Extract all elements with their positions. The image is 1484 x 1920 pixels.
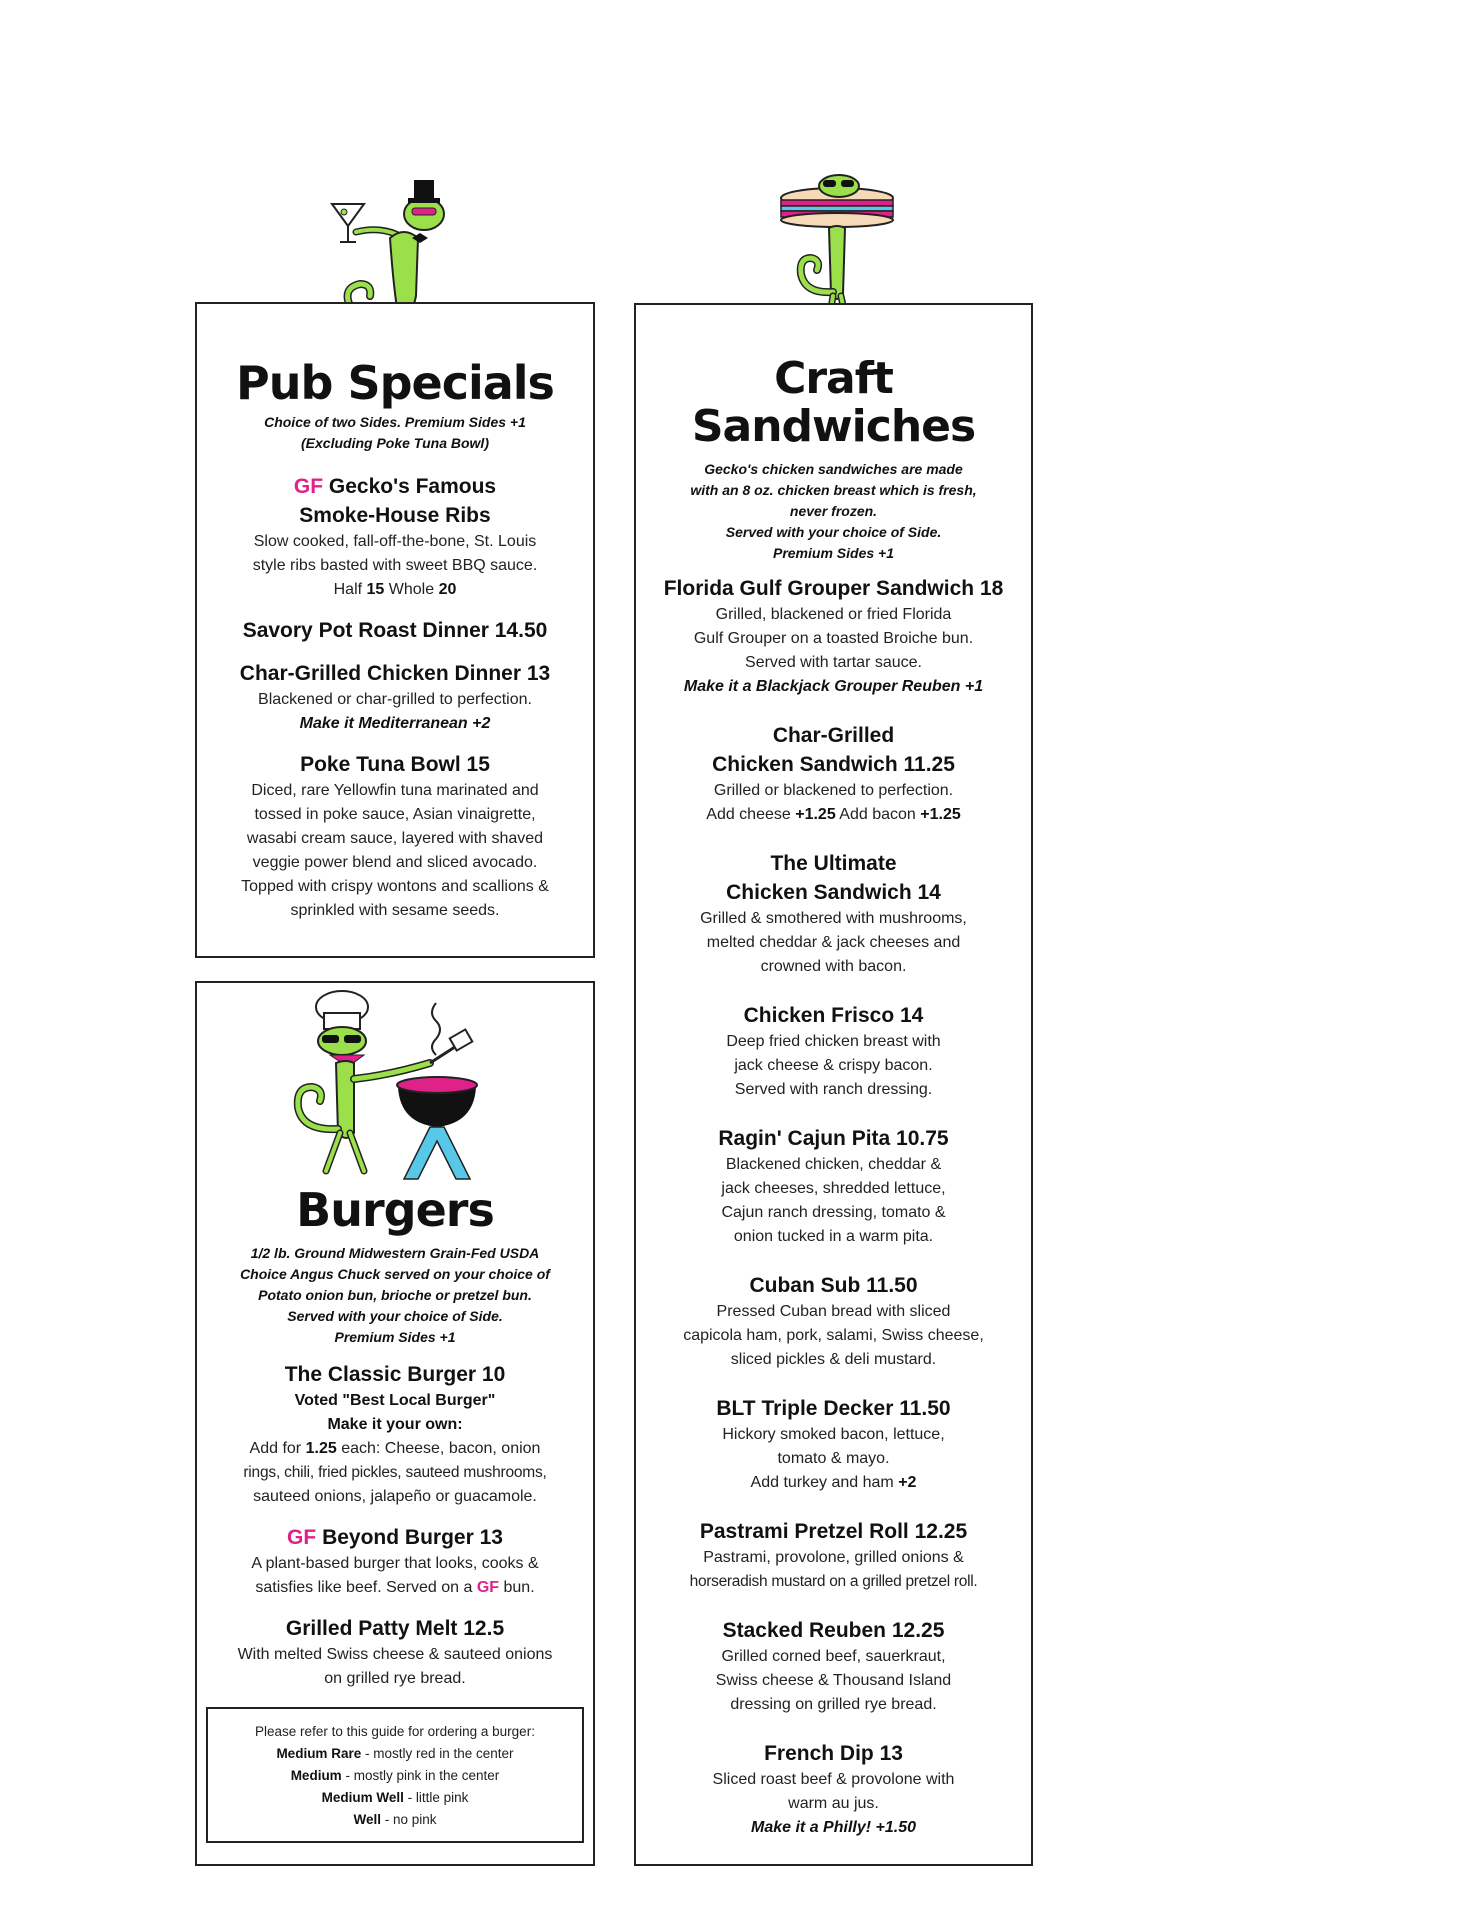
menu-item-blt: BLT Triple Decker 11.50 Hickory smoked bacon, lettuce, tomato & mayo. Add turkey and ham +2 xyxy=(716,1397,951,1491)
menu-item-reuben: Stacked Reuben 12.25 Grilled corned beef, sauerkraut, Swiss cheese & Thousand Island dressing on grilled rye bread. xyxy=(715,1619,952,1713)
menu-item-cajun-pita: Ragin' Cajun Pita 10.75 Blackened chicken, cheddar & jack cheeses, shredded lettuce, Cajun ranch dressing, tomato & onion tucked in a warm pita. xyxy=(718,1127,949,1245)
menu-item-chicken-frisco: Chicken Frisco 14 Deep fried chicken breast with jack cheese & crispy bacon. Served with ranch dressing. xyxy=(726,1004,941,1098)
menu-item-patty-melt: Grilled Patty Melt 12.5 With melted Swiss cheese & sauteed onions on grilled rye bread. xyxy=(237,1617,553,1687)
menu-item-pot-roast: Savory Pot Roast Dinner 14.50 xyxy=(242,619,548,642)
menu-item-french-dip: French Dip 13 Sliced roast beef & provolone with warm au jus. Make it a Philly! +1.50 xyxy=(712,1742,955,1836)
menu-item-beyond-burger: GF Beyond Burger 13 A plant-based burger that looks, cooks & satisfies like beef. Served on a GF bun. xyxy=(251,1526,539,1596)
menu-item-ultimate-sandwich: The Ultimate Chicken Sandwich 14 Grilled & smothered with mushrooms, melted cheddar & jack cheeses and crowned with bacon. xyxy=(700,852,967,975)
gecko-grill-icon xyxy=(280,983,510,1183)
menu-item-char-grilled-sandwich: Char-Grilled Chicken Sandwich 11.25 Grilled or blackened to perfection. Add cheese +1.25 Add bacon +1.25 xyxy=(706,724,961,823)
craft-intro: Gecko's chicken sandwiches are made with an 8 oz. chicken breast which is fresh, never frozen. Served with your choice of Side. Premium Sides +1 xyxy=(690,461,977,561)
pub-specials-intro: Choice of two Sides. Premium Sides +1 (Excluding Poke Tuna Bowl) xyxy=(264,414,526,451)
gf-badge: GF xyxy=(287,1526,317,1549)
pub-specials-panel xyxy=(195,302,595,958)
burgers-intro: 1/2 lb. Ground Midwestern Grain-Fed USDA Choice Angus Chuck served on your choice of Potato onion bun, brioche or pretzel bun. Served with your choice of Side. Premium Sides +1 xyxy=(240,1245,550,1345)
pub-specials-title: Pub Specials xyxy=(236,356,554,410)
menu-item-pastrami: Pastrami Pretzel Roll 12.25 Pastrami, provolone, grilled onions & horseradish mustard on a grilled pretzel roll. xyxy=(689,1520,978,1590)
burgers-panel xyxy=(195,981,595,1866)
menu-item-cuban-sub: Cuban Sub 11.50 Pressed Cuban bread with sliced capicola ham, pork, salami, Swiss cheese, sliced pickles & deli mustard. xyxy=(683,1274,984,1368)
craft-title: Craft Sandwiches xyxy=(691,353,976,452)
menu-item-ribs: GF Gecko's Famous Smoke-House Ribs Slow cooked, fall-off-the-bone, St. Louis style ribs basted with sweet BBQ sauce. Half 15 Whole 20 xyxy=(197,472,593,602)
menu-item-poke: Poke Tuna Bowl 15 Diced, rare Yellowfin tuna marinated and tossed in poke sauce, Asian vinaigrette, wasabi cream sauce, layered with shaved veggie power blend and sliced avocado. Topped with crispy wontons and scallions & sprinkled with sesame seeds. xyxy=(241,753,549,919)
menu-item-classic-burger: The Classic Burger 10 Voted "Best Local Burger" Make it your own: Add for 1.25 each: Cheese, bacon, onion rings, chili, fried pickles, sauteed mushrooms, sauteed onions, jalapeño or guacamole. xyxy=(243,1363,547,1505)
gf-badge: GF xyxy=(293,475,324,498)
menu-item-chicken-dinner: Char-Grilled Chicken Dinner 13 Blackened or char-grilled to perfection. Make it Mediterranean +2 xyxy=(239,662,551,732)
craft-sandwiches-panel xyxy=(634,303,1033,1866)
burgers-title: Burgers xyxy=(296,1183,494,1237)
menu-item-grouper: Florida Gulf Grouper Sandwich 18 Grilled, blackened or fried Florida Gulf Grouper on a toasted Broiche bun. Served with tartar sauce. Make it a Blackjack Grouper Reuben +1 xyxy=(663,577,1004,695)
burger-temperature-guide: Please refer to this guide for ordering a burger: Medium Rare - mostly red in the center Medium - mostly pink in the center Medium Well - little pink Well - no pink xyxy=(206,1707,584,1843)
ribs-prices: Half 15 Whole 20 xyxy=(333,581,457,598)
